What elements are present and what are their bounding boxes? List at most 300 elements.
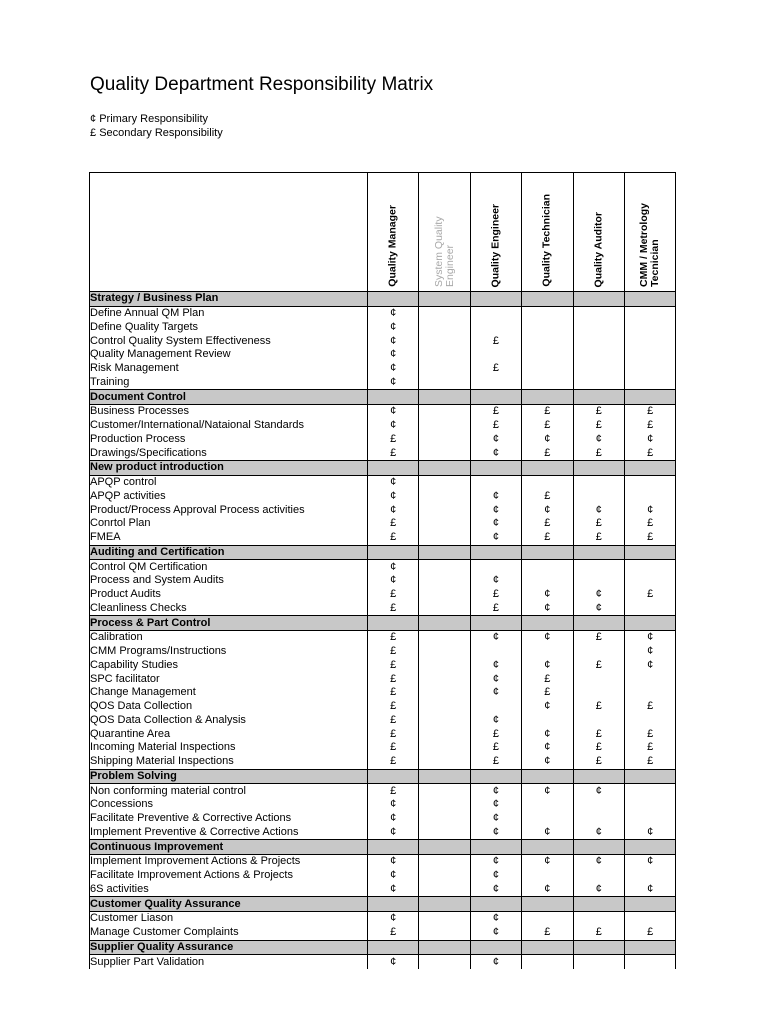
responsibility-cell: ¢ [470,433,521,447]
responsibility-cell [522,475,573,489]
responsibility-cell: £ [368,631,419,645]
responsibility-cell: £ [573,531,624,545]
section-cell [470,940,521,955]
section-row [90,545,676,560]
responsibility-cell: £ [624,755,675,769]
section-cell [573,616,624,631]
task-label: Product/Process Approval Process activities [90,503,368,517]
section-cell [470,461,521,476]
task-label: Incoming Material Inspections [90,741,368,755]
responsibility-cell: £ [624,926,675,940]
section-cell [470,292,521,307]
responsibility-cell [624,686,675,700]
responsibility-cell [419,926,470,940]
table-row [90,362,676,376]
responsibility-cell [419,727,470,741]
responsibility-cell [419,672,470,686]
section-cell [624,940,675,955]
responsibility-cell: ¢ [573,855,624,869]
responsibility-cell [419,631,470,645]
section-cell [522,390,573,405]
responsibility-cell: ¢ [470,531,521,545]
responsibility-cell: £ [368,741,419,755]
responsibility-cell [522,321,573,335]
responsibility-cell [522,912,573,926]
responsibility-cell [624,714,675,728]
responsibility-cell: ¢ [470,926,521,940]
responsibility-cell: £ [522,672,573,686]
responsibility-cell [419,645,470,659]
responsibility-cell: £ [624,588,675,602]
section-cell [470,545,521,560]
responsibility-cell [573,376,624,390]
section-cell [573,840,624,855]
responsibility-cell [522,348,573,362]
responsibility-cell: ¢ [470,517,521,531]
task-label: Calibration [90,631,368,645]
section-cell [624,616,675,631]
section-cell [624,769,675,784]
responsibility-cell: ¢ [573,433,624,447]
section-cell [624,390,675,405]
responsibility-matrix [89,172,676,969]
table-row [90,433,676,447]
responsibility-cell [419,490,470,504]
responsibility-cell [419,912,470,926]
responsibility-cell: ¢ [522,784,573,798]
header-task-cell [90,173,368,292]
responsibility-cell: ¢ [368,869,419,883]
task-label: Facilitate Preventive & Corrective Actions [90,812,368,826]
responsibility-cell [624,602,675,616]
section-cell [573,940,624,955]
section-cell [573,897,624,912]
task-label: APQP control [90,475,368,489]
responsibility-cell [573,560,624,574]
section-cell [470,769,521,784]
section-cell [624,461,675,476]
responsibility-cell: £ [522,446,573,460]
primary-text: Primary Responsibility [99,113,208,125]
role-label: System Quality Engineer [432,216,456,287]
table-row [90,755,676,769]
responsibility-cell: ¢ [522,602,573,616]
table-row [90,812,676,826]
task-label: Define Quality Targets [90,321,368,335]
matrix-body [90,292,676,970]
responsibility-cell: ¢ [624,883,675,897]
section-title: Strategy / Business Plan [90,292,368,307]
responsibility-cell: ¢ [573,883,624,897]
table-row [90,588,676,602]
responsibility-cell: £ [470,727,521,741]
responsibility-cell: ¢ [470,659,521,673]
table-row [90,798,676,812]
responsibility-cell [522,869,573,883]
legend-primary [90,112,223,126]
section-cell [522,545,573,560]
responsibility-cell: ¢ [470,503,521,517]
responsibility-cell [624,334,675,348]
responsibility-cell: £ [624,419,675,433]
table-row [90,912,676,926]
responsibility-cell [419,433,470,447]
responsibility-cell: ¢ [470,714,521,728]
responsibility-cell [419,306,470,320]
responsibility-cell [470,348,521,362]
responsibility-cell: £ [573,727,624,741]
responsibility-cell [419,659,470,673]
responsibility-cell: £ [624,727,675,741]
responsibility-cell [470,700,521,714]
responsibility-cell [573,645,624,659]
responsibility-cell [522,812,573,826]
responsibility-cell [522,574,573,588]
responsibility-cell: £ [624,741,675,755]
responsibility-cell [522,798,573,812]
responsibility-cell: £ [573,405,624,419]
responsibility-cell: £ [368,672,419,686]
responsibility-cell: ¢ [624,503,675,517]
responsibility-cell: £ [624,517,675,531]
responsibility-cell: £ [368,700,419,714]
section-cell [624,545,675,560]
responsibility-cell: ¢ [522,503,573,517]
responsibility-cell: £ [470,588,521,602]
responsibility-cell: £ [368,755,419,769]
responsibility-cell: ¢ [522,741,573,755]
table-row [90,631,676,645]
responsibility-cell [522,560,573,574]
responsibility-cell: ¢ [470,490,521,504]
responsibility-cell [522,714,573,728]
section-title: Process & Part Control [90,616,368,631]
task-label: Process and System Audits [90,574,368,588]
responsibility-cell [419,955,470,969]
task-label: Facilitate Improvement Actions & Projects [90,869,368,883]
table-row [90,531,676,545]
header-role [470,173,521,292]
table-row [90,672,676,686]
responsibility-cell: ¢ [470,574,521,588]
responsibility-cell [419,741,470,755]
responsibility-cell: ¢ [624,826,675,840]
responsibility-cell: ¢ [368,419,419,433]
responsibility-cell: £ [573,926,624,940]
responsibility-cell [419,784,470,798]
section-cell [470,390,521,405]
responsibility-cell: £ [470,602,521,616]
responsibility-cell [470,306,521,320]
responsibility-cell: £ [368,645,419,659]
section-cell [573,769,624,784]
responsibility-cell [419,503,470,517]
responsibility-cell: £ [368,784,419,798]
responsibility-cell: ¢ [624,645,675,659]
responsibility-cell: ¢ [368,855,419,869]
section-cell [624,840,675,855]
task-label: Implement Improvement Actions & Projects [90,855,368,869]
table-row [90,784,676,798]
responsibility-cell [470,560,521,574]
responsibility-cell [624,869,675,883]
responsibility-cell: ¢ [368,348,419,362]
table-row [90,405,676,419]
responsibility-cell [522,334,573,348]
responsibility-cell: ¢ [368,560,419,574]
responsibility-cell [419,362,470,376]
task-label: Conrtol Plan [90,517,368,531]
section-cell [368,390,419,405]
section-cell [419,840,470,855]
section-cell [419,461,470,476]
task-label: Control QM Certification [90,560,368,574]
responsibility-cell: ¢ [522,826,573,840]
header-role [522,173,573,292]
section-cell [624,897,675,912]
responsibility-cell: £ [368,926,419,940]
responsibility-cell: ¢ [573,503,624,517]
table-row [90,574,676,588]
responsibility-cell: ¢ [368,798,419,812]
responsibility-cell: £ [522,517,573,531]
responsibility-cell [573,672,624,686]
responsibility-cell: ¢ [368,826,419,840]
legend [90,112,223,140]
responsibility-cell: ¢ [368,376,419,390]
responsibility-cell [624,812,675,826]
responsibility-cell: £ [368,433,419,447]
task-label: QOS Data Collection [90,700,368,714]
responsibility-cell: ¢ [624,855,675,869]
table-row [90,475,676,489]
responsibility-cell [573,490,624,504]
secondary-text: Secondary Responsibility [99,127,223,139]
section-cell [573,292,624,307]
responsibility-cell: £ [573,517,624,531]
responsibility-cell [419,405,470,419]
responsibility-cell: ¢ [470,912,521,926]
responsibility-cell: £ [368,531,419,545]
table-row [90,348,676,362]
responsibility-cell [624,348,675,362]
responsibility-cell [573,686,624,700]
responsibility-cell: ¢ [573,784,624,798]
responsibility-cell: ¢ [624,659,675,673]
responsibility-cell [470,645,521,659]
role-label: Quality Technician [540,194,553,287]
section-title: New product introduction [90,461,368,476]
responsibility-cell: £ [470,755,521,769]
responsibility-cell [573,714,624,728]
responsibility-cell: £ [624,446,675,460]
section-title: Customer Quality Assurance [90,897,368,912]
table-row [90,602,676,616]
table-row [90,419,676,433]
responsibility-cell [419,517,470,531]
table-row [90,503,676,517]
legend-secondary [90,126,223,140]
responsibility-cell [419,321,470,335]
section-cell [470,897,521,912]
responsibility-cell: £ [522,531,573,545]
responsibility-cell [573,798,624,812]
table-row [90,560,676,574]
section-cell [573,461,624,476]
section-row [90,390,676,405]
responsibility-cell: £ [522,419,573,433]
responsibility-cell: £ [573,741,624,755]
section-cell [419,897,470,912]
section-row [90,940,676,955]
responsibility-cell: £ [573,659,624,673]
section-cell [624,292,675,307]
section-cell [522,840,573,855]
responsibility-cell: ¢ [368,334,419,348]
responsibility-cell: £ [368,686,419,700]
responsibility-cell: £ [368,602,419,616]
table-row [90,446,676,460]
section-cell [573,390,624,405]
section-cell [522,292,573,307]
responsibility-cell: £ [522,686,573,700]
responsibility-cell [419,588,470,602]
task-label: APQP activities [90,490,368,504]
section-cell [368,897,419,912]
responsibility-cell: ¢ [470,826,521,840]
responsibility-cell [573,348,624,362]
task-label: Cleanliness Checks [90,602,368,616]
task-label: Risk Management [90,362,368,376]
section-cell [419,769,470,784]
task-label: 6S activities [90,883,368,897]
section-cell [522,769,573,784]
responsibility-cell [624,784,675,798]
responsibility-cell: ¢ [522,433,573,447]
responsibility-cell: ¢ [522,727,573,741]
task-label: Product Audits [90,588,368,602]
responsibility-cell [624,475,675,489]
table-row [90,700,676,714]
task-label: Quarantine Area [90,727,368,741]
responsibility-cell: ¢ [624,433,675,447]
responsibility-cell: ¢ [368,912,419,926]
task-label: Implement Preventive & Corrective Actions [90,826,368,840]
responsibility-cell: ¢ [368,321,419,335]
responsibility-cell: ¢ [368,362,419,376]
responsibility-cell: ¢ [470,883,521,897]
responsibility-cell: £ [573,446,624,460]
responsibility-cell: £ [522,490,573,504]
responsibility-cell: £ [368,588,419,602]
responsibility-cell: £ [573,631,624,645]
responsibility-cell [624,376,675,390]
responsibility-cell [573,334,624,348]
table-row [90,334,676,348]
responsibility-cell [419,348,470,362]
responsibility-cell [522,955,573,969]
responsibility-cell [470,475,521,489]
section-cell [368,769,419,784]
table-row [90,955,676,969]
table-row [90,376,676,390]
task-label: FMEA [90,531,368,545]
responsibility-cell [624,362,675,376]
responsibility-cell: £ [470,741,521,755]
section-cell [522,940,573,955]
responsibility-cell: ¢ [368,574,419,588]
responsibility-cell [624,321,675,335]
task-label: Production Process [90,433,368,447]
responsibility-cell: ¢ [470,672,521,686]
responsibility-cell: ¢ [368,490,419,504]
page-title: Quality Department Responsibility Matrix [90,74,434,95]
responsibility-cell [419,883,470,897]
section-row [90,461,676,476]
section-title: Supplier Quality Assurance [90,940,368,955]
table-row [90,883,676,897]
responsibility-cell: £ [470,405,521,419]
responsibility-cell: £ [470,419,521,433]
table-row [90,741,676,755]
primary-symbol: ¢ [90,113,97,125]
responsibility-cell [522,306,573,320]
responsibility-cell [419,798,470,812]
header-role [624,173,675,292]
responsibility-cell: ¢ [368,405,419,419]
task-label: Non conforming material control [90,784,368,798]
responsibility-cell: ¢ [624,631,675,645]
responsibility-cell [573,306,624,320]
responsibility-cell [419,826,470,840]
task-label: Define Annual QM Plan [90,306,368,320]
task-label: SPC facilitator [90,672,368,686]
responsibility-cell: ¢ [368,475,419,489]
responsibility-cell: ¢ [470,869,521,883]
section-cell [470,616,521,631]
responsibility-cell [573,321,624,335]
table-row [90,714,676,728]
section-cell [419,616,470,631]
section-row [90,616,676,631]
responsibility-cell [573,362,624,376]
role-label: Quality Manager [386,205,399,287]
task-label: Supplier Part Validation [90,955,368,969]
responsibility-cell [470,321,521,335]
responsibility-cell: £ [470,334,521,348]
section-row [90,840,676,855]
responsibility-cell: £ [368,446,419,460]
responsibility-cell [624,672,675,686]
responsibility-cell: £ [624,531,675,545]
responsibility-cell: £ [573,700,624,714]
responsibility-cell [573,955,624,969]
task-label: Drawings/Specifications [90,446,368,460]
responsibility-cell [522,645,573,659]
section-cell [419,545,470,560]
responsibility-cell: ¢ [522,631,573,645]
section-row [90,769,676,784]
table-row [90,321,676,335]
responsibility-cell [419,475,470,489]
section-cell [573,545,624,560]
task-label: Capability Studies [90,659,368,673]
task-label: Customer/International/Nataional Standards [90,419,368,433]
responsibility-cell [419,686,470,700]
section-cell [522,897,573,912]
responsibility-cell [419,869,470,883]
task-label: CMM Programs/Instructions [90,645,368,659]
